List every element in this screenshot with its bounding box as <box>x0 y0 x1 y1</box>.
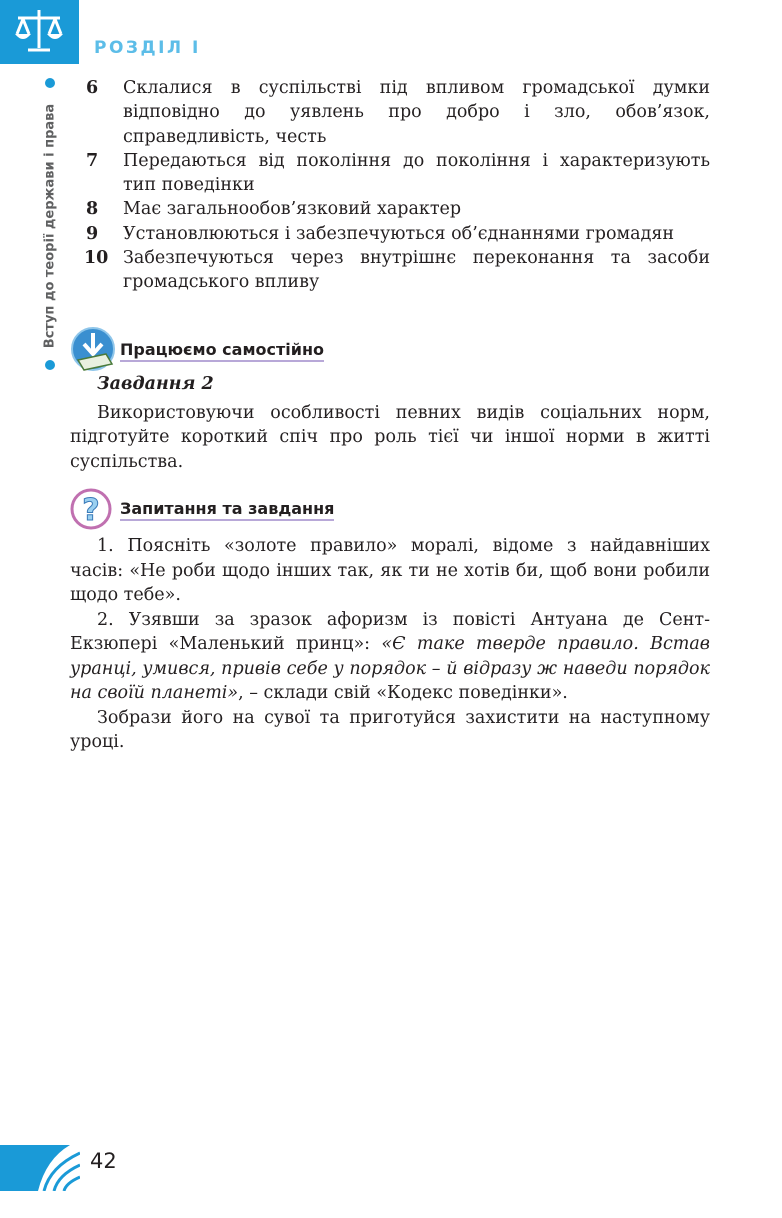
list-number: 7 <box>86 150 99 171</box>
question-3: Зобрази його на сувої та приготуйся захистити на наступному уроці. <box>70 707 710 752</box>
question-2-start: 2. Узявши за зразок афоризм із повісті Антуана де Сент-Екзюпері «Маленький принц»: <box>70 609 710 654</box>
page-number: 42 <box>90 1149 117 1173</box>
question-1: 1. Поясніть «золоте правило» моралі, відоме з найдавніших часів: «Не роби щодо інших так, як ти не хотів би, щоб вони робили щодо тебе». <box>70 536 710 605</box>
list-number: 8 <box>86 199 99 220</box>
section-corner-box <box>0 0 79 64</box>
list-text: Передаються від покоління до покоління і характеризують тип поведінки <box>123 150 710 196</box>
list-text: Установлюються і забезпечуються об’єднаннями громадян <box>123 223 675 244</box>
list-text: Забезпечуються через внутрішнє переконання та засоби громадського впливу <box>123 248 710 293</box>
questions-heading <box>70 488 370 534</box>
scales-icon <box>14 6 64 54</box>
page-corner-graphic <box>0 1145 80 1191</box>
side-tab <box>36 78 64 374</box>
list-item <box>86 222 710 246</box>
task-block <box>70 372 710 474</box>
side-dot-bottom <box>45 360 55 370</box>
questions-heading-text: Запитання та завдання <box>120 499 334 521</box>
question-2-end: , – склади свій «Кодекс поведінки». <box>238 683 568 703</box>
question-mark-icon <box>70 488 112 530</box>
list-text: Має загальнообов’язковий характер <box>123 199 462 220</box>
self-work-heading <box>70 326 370 372</box>
list-number: 6 <box>86 78 99 98</box>
self-work-heading-text: Працюємо самостійно <box>120 340 324 362</box>
download-book-icon <box>70 326 116 372</box>
list-text: Склалися в суспільстві під впливом громадської думки відповідно до уявлень про добро і зло, обов’язок, справедливість, честь <box>123 78 710 147</box>
task-text: Використовуючи особливості певних видів соціальних норм, підготуйте короткий спіч про роль тієї чи іншої норми в житті суспільства. <box>70 402 710 472</box>
question-2 <box>70 608 710 706</box>
list-item <box>86 246 710 295</box>
list-item <box>86 197 710 221</box>
side-vertical-text: Вступ до теорії держави і права <box>42 103 58 349</box>
section-title: РОЗДІЛ І <box>94 38 201 58</box>
questions-block <box>70 534 710 755</box>
svg-text:?: ? <box>82 493 100 528</box>
norms-list <box>86 76 710 295</box>
task-title: Завдання 2 <box>97 374 214 394</box>
side-dot-top <box>45 78 55 88</box>
list-item <box>86 76 710 149</box>
question-2-quote: «Є таке тверде правило. Встав уранці, умився, привів себе у порядок – й відразу ж наведи порядок на своїй планеті» <box>70 634 710 703</box>
list-item <box>86 149 710 198</box>
list-number: 9 <box>86 223 99 244</box>
list-number: 10 <box>84 248 109 269</box>
